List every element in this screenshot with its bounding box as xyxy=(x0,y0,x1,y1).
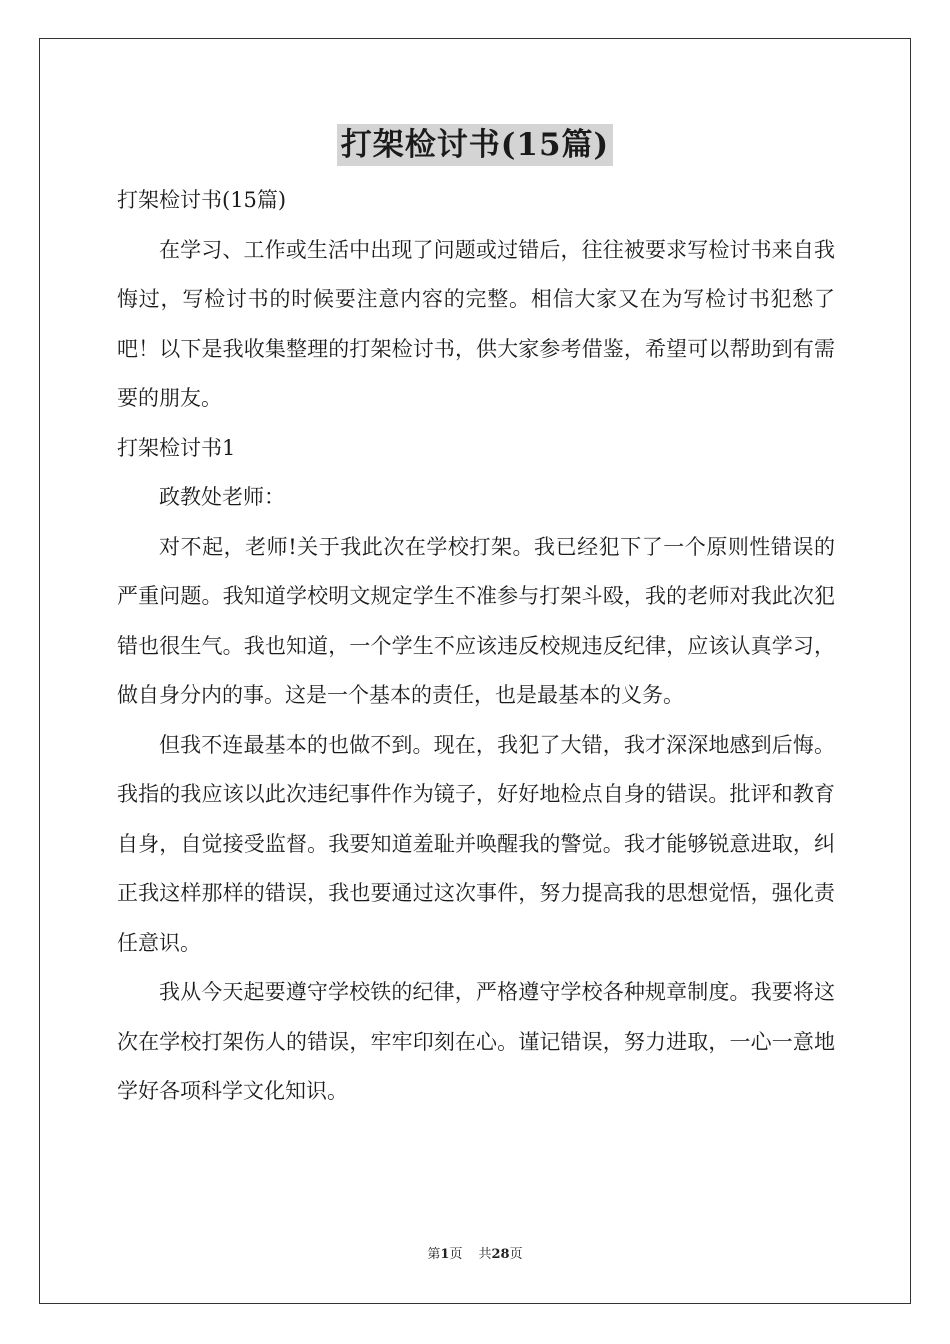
section-heading: 打架检讨书1 xyxy=(117,435,236,460)
paragraph-intro: 在学习、工作或生活中出现了问题或过错后，往往被要求写检讨书来自我悔过，写检讨书的时候要注意内容的完整。相信大家又在为写检讨书犯愁了吧！以下是我收集整理的打架检讨书，供大家参考借鉴，希望可以帮助到有需要的朋友。 xyxy=(117,237,835,410)
paragraph-heading: 打架检讨书(15篇) xyxy=(117,188,287,212)
paragraph-body: 我从今天起要遵守学校铁的纪律，严格遵守学校各种规章制度。我要将这次在学校打架伤人的错误，牢牢印刻在心。谨记错误，努力进取，一心一意地学好各项科学文化知识。 xyxy=(117,980,835,1103)
page-suffix: 页 xyxy=(449,1247,463,1262)
page-number: 1 xyxy=(440,1247,450,1262)
document-title: 打架检讨书(15篇) xyxy=(337,124,613,166)
total-suffix: 页 xyxy=(509,1247,523,1262)
total-prefix: 共 xyxy=(478,1247,492,1262)
paragraph-body: 对不起，老师!关于我此次在学校打架。我已经犯下了一个原则性错误的严重问题。我知道学校明文规定学生不准参与打架斗殴，我的老师对我此次犯错也很生气。我也知道，一个学生不应该违反校规违反纪律，应该认真学习，做自身分内的事。这是一个基本的责任，也是最基本的义务。 xyxy=(117,534,835,707)
title-container xyxy=(0,124,950,166)
page-footer xyxy=(0,1246,950,1264)
document-body xyxy=(117,176,835,1117)
salutation: 政教处老师： xyxy=(159,485,285,509)
total-pages: 28 xyxy=(491,1247,510,1262)
page-prefix: 第 xyxy=(427,1247,441,1262)
paragraph-body: 但我不连最基本的也做不到。现在，我犯了大错，我才深深地感到后悔。我指的我应该以此次违纪事件作为镜子，好好地检点自身的错误。批评和教育自身，自觉接受监督。我要知道羞耻并唤醒我的警觉。我才能够锐意进取，纠正我这样那样的错误，我也要通过这次事件，努力提高我的思想觉悟，强化责任意识。 xyxy=(117,732,835,955)
